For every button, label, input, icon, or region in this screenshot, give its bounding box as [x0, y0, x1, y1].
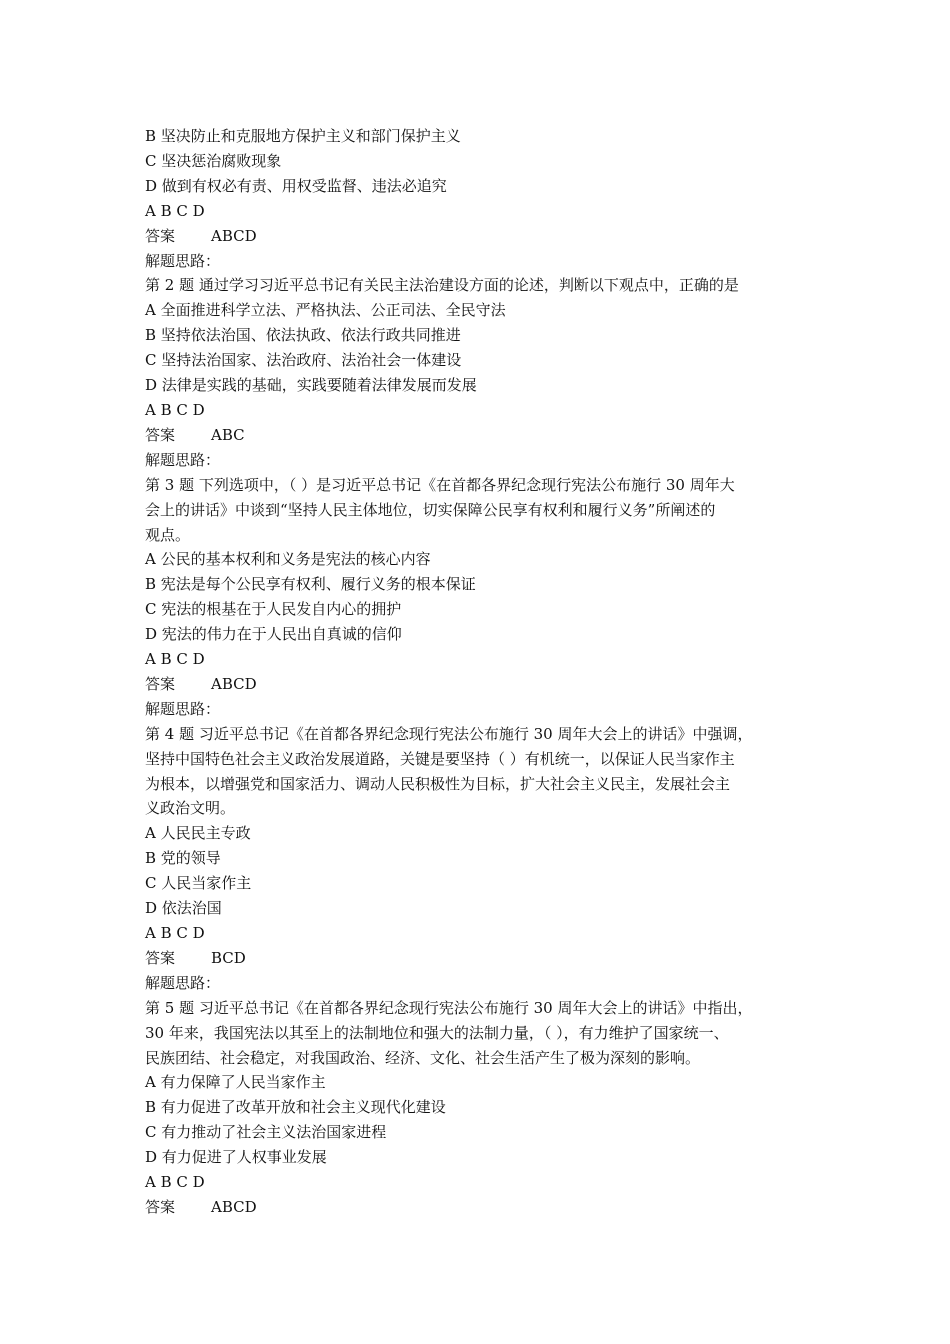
question-3: [145, 473, 825, 722]
analysis-label: 解题思路：: [145, 973, 221, 992]
option-c: C 人民当家作主: [145, 874, 252, 893]
answer-row: [145, 672, 825, 697]
option-a: A 全面推进科学立法、严格执法、公正司法、全民守法: [145, 301, 506, 320]
option-a: A 有力保障了人民当家作主: [145, 1073, 326, 1092]
question-stem-line: 第 4 题 习近平总书记《在首都各界纪念现行宪法公布施行 30 周年大会上的讲话》中强调，: [145, 724, 753, 743]
question-stem-line: 为根本，以增强党和国家活力、调动人民积极性为目标，扩大社会主义民主，发展社会主: [145, 774, 731, 793]
answer-value: ABCD: [211, 1197, 257, 1216]
question-4: [145, 722, 825, 996]
choice-row: A B C D: [145, 650, 205, 669]
option-c: C 坚持法治国家、法治政府、法治社会一体建设: [145, 351, 462, 370]
answer-row: [145, 224, 825, 249]
question-5: [145, 996, 825, 1220]
answer-row: [145, 1195, 825, 1220]
answer-row: [145, 423, 825, 448]
question-stem-line: 观点。: [145, 525, 191, 544]
choice-row: A B C D: [145, 1173, 205, 1192]
question-stem-line: 第 5 题 习近平总书记《在首都各界纪念现行宪法公布施行 30 周年大会上的讲话》中指出，: [145, 998, 753, 1017]
question-stem-line: 坚持中国特色社会主义政治发展道路，关键是要坚持（ ）有机统一，以保证人民当家作主: [145, 749, 735, 768]
answer-row: [145, 946, 825, 971]
question-stem-line: 第 3 题 下列选项中，（ ）是习近平总书记《在首都各界纪念现行宪法公布施行 30 周年大: [145, 475, 735, 494]
answer-label: 答案: [145, 674, 176, 693]
choice-row: A B C D: [145, 201, 205, 220]
question-stem-line: 会上的讲话》中谈到“坚持人民主体地位，切实保障公民享有权利和履行义务”所阐述的: [145, 500, 716, 519]
answer-value: ABCD: [211, 226, 257, 245]
option-b: B 坚决防止和克服地方保护主义和部门保护主义: [145, 127, 461, 145]
answer-label: 答案: [145, 425, 176, 444]
answer-label: 答案: [145, 226, 176, 245]
option-d: D 宪法的伟力在于人民出自真诚的信仰: [145, 625, 402, 644]
option-c: C 坚决惩治腐败现象: [145, 151, 282, 170]
option-a: A 人民民主专政: [145, 824, 251, 843]
question-stem-line: 义政治文明。: [145, 799, 236, 818]
option-d: D 依法治国: [145, 899, 222, 918]
option-b: B 宪法是每个公民享有权利、履行义务的根本保证: [145, 575, 476, 594]
option-a: A 公民的基本权利和义务是宪法的核心内容: [145, 550, 431, 569]
question-1-tail: [145, 124, 825, 273]
option-b: B 坚持依法治国、依法执政、依法行政共同推进: [145, 326, 461, 345]
option-c: C 宪法的根基在于人民发自内心的拥护: [145, 600, 402, 619]
option-d: D 做到有权必有责、用权受监督、违法必追究: [145, 176, 447, 195]
document-page: [145, 124, 825, 1220]
option-b: B 党的领导: [145, 849, 221, 868]
question-stem-line: 30 年来，我国宪法以其至上的法制地位和强大的法制力量，（ ），有力维护了国家统一、: [145, 1023, 729, 1042]
answer-label: 答案: [145, 1197, 176, 1216]
option-c: C 有力推动了社会主义法治国家进程: [145, 1123, 387, 1142]
option-d: D 法律是实践的基础，实践要随着法律发展而发展: [145, 376, 477, 395]
question-2: [145, 273, 825, 472]
answer-value: ABCD: [211, 674, 257, 693]
option-d: D 有力促进了人权事业发展: [145, 1148, 327, 1167]
answer-value: BCD: [211, 948, 246, 967]
option-b: B 有力促进了改革开放和社会主义现代化建设: [145, 1098, 446, 1117]
question-stem: 第 2 题 通过学习习近平总书记有关民主法治建设方面的论述，判断以下观点中，正确的是: [145, 276, 739, 295]
answer-label: 答案: [145, 948, 176, 967]
analysis-label: 解题思路：: [145, 450, 221, 469]
answer-value: ABC: [211, 425, 245, 444]
question-stem-line: 民族团结、社会稳定，对我国政治、经济、文化、社会生活产生了极为深刻的影响。: [145, 1048, 701, 1067]
analysis-label: 解题思路：: [145, 699, 221, 718]
choice-row: A B C D: [145, 924, 205, 942]
choice-row: A B C D: [145, 400, 205, 419]
analysis-label: 解题思路：: [145, 251, 221, 270]
